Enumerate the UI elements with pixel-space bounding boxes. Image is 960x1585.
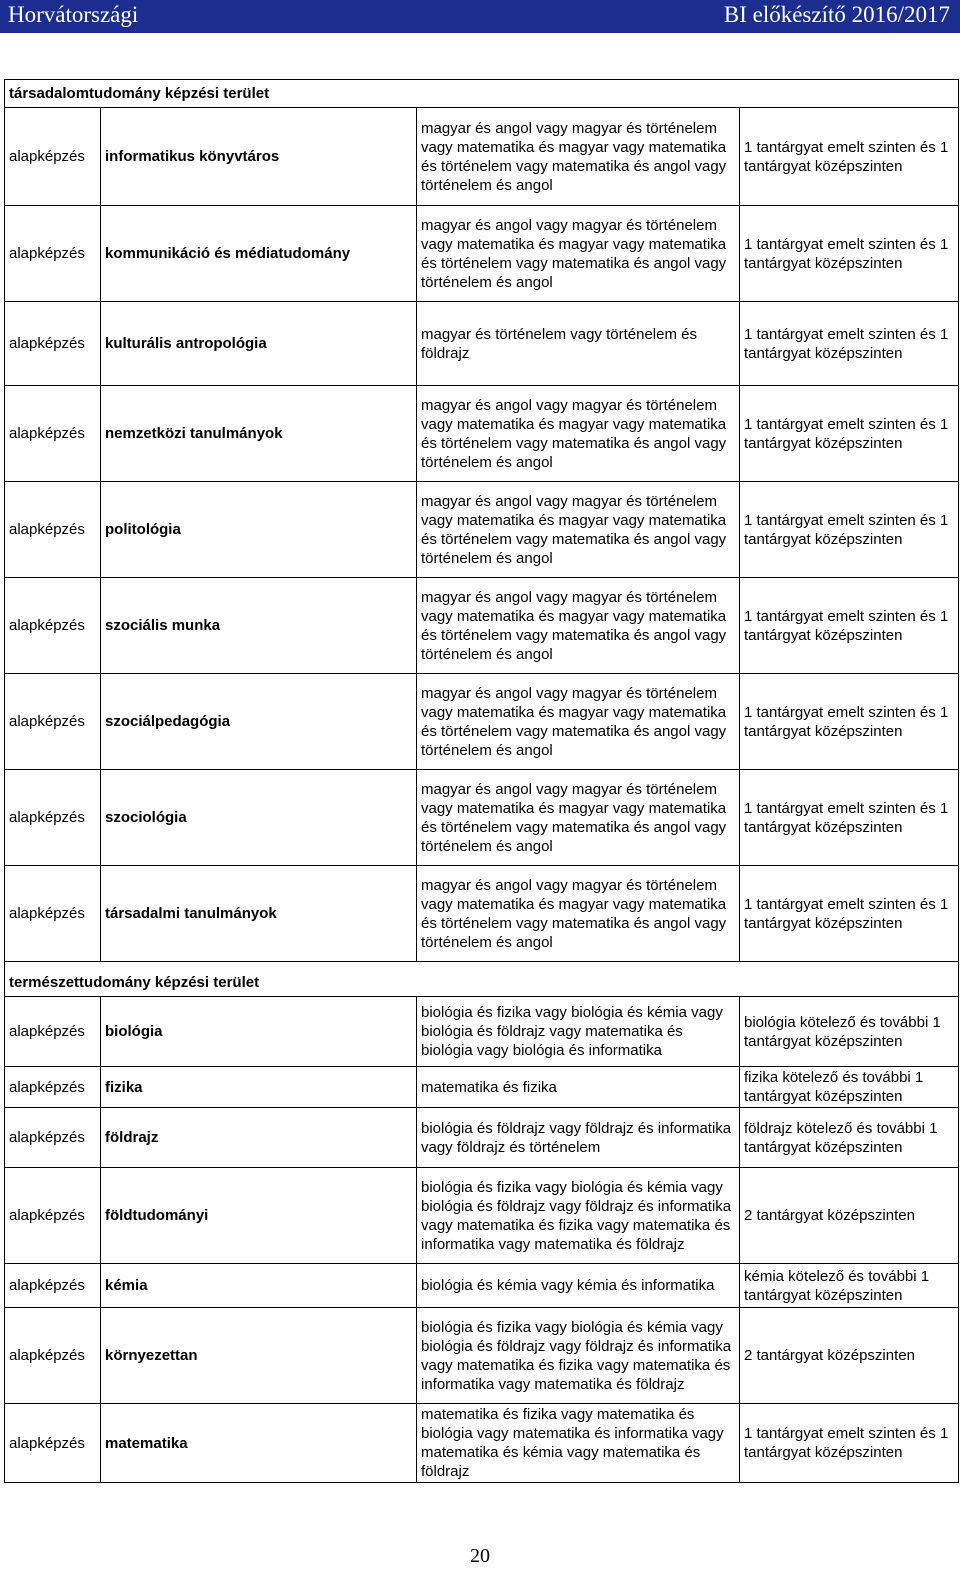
header-right-title: BI előkészítő 2016/2017 <box>723 2 950 27</box>
program-name: földtudományi <box>101 1168 417 1264</box>
program-row <box>5 206 959 302</box>
exam-level: 1 tantárgyat emelt szinten és 1 tantárgyat középszinten <box>740 206 959 302</box>
required-subjects: magyar és angol vagy magyar és történelem vagy matematika és magyar vagy matematika és történelem vagy matematika és angol vagy történelem és angol <box>417 482 740 578</box>
exam-level: 1 tantárgyat emelt szinten és 1 tantárgyat középszinten <box>740 482 959 578</box>
page-number: 20 <box>470 1545 490 1567</box>
program-name: politológia <box>101 482 417 578</box>
program-type: alapképzés <box>5 1264 101 1308</box>
required-subjects: biológia és földrajz vagy földrajz és informatika vagy földrajz és történelem <box>417 1108 740 1168</box>
program-name: környezettan <box>101 1308 417 1404</box>
required-subjects: magyar és angol vagy magyar és történelem vagy matematika és magyar vagy matematika és történelem vagy matematika és angol vagy történelem és angol <box>417 866 740 962</box>
page-header <box>0 0 960 33</box>
required-subjects: biológia és kémia vagy kémia és informatika <box>417 1264 740 1308</box>
exam-level: 2 tantárgyat középszinten <box>740 1308 959 1404</box>
program-row <box>5 997 959 1067</box>
program-type: alapképzés <box>5 674 101 770</box>
program-type: alapképzés <box>5 866 101 962</box>
program-name: informatikus könyvtáros <box>101 108 417 206</box>
required-subjects: biológia és fizika vagy biológia és kémia vagy biológia és földrajz vagy matematika és biológia vagy biológia és informatika <box>417 997 740 1067</box>
exam-level: 1 tantárgyat emelt szinten és 1 tantárgyat középszinten <box>740 866 959 962</box>
program-row <box>5 674 959 770</box>
program-row <box>5 1308 959 1404</box>
required-subjects: magyar és angol vagy magyar és történelem vagy matematika és magyar vagy matematika és történelem vagy matematika és angol vagy történelem és angol <box>417 674 740 770</box>
admission-table-body <box>5 80 959 1483</box>
program-name: kémia <box>101 1264 417 1308</box>
required-subjects: matematika és fizika <box>417 1067 740 1108</box>
program-name: szociológia <box>101 770 417 866</box>
program-row <box>5 108 959 206</box>
program-name: nemzetközi tanulmányok <box>101 386 417 482</box>
exam-level: 1 tantárgyat emelt szinten és 1 tantárgyat középszinten <box>740 386 959 482</box>
required-subjects: biológia és fizika vagy biológia és kémia vagy biológia és földrajz vagy földrajz és informatika vagy matematika és fizika vagy matematika és informatika vagy matematika és földrajz <box>417 1168 740 1264</box>
required-subjects: magyar és angol vagy magyar és történelem vagy matematika és magyar vagy matematika és történelem vagy matematika és angol vagy történelem és angol <box>417 578 740 674</box>
program-type: alapképzés <box>5 578 101 674</box>
exam-level: fizika kötelező és további 1 tantárgyat középszinten <box>740 1067 959 1108</box>
section-header-row <box>5 962 959 997</box>
required-subjects: magyar és angol vagy magyar és történelem vagy matematika és magyar vagy matematika és történelem vagy matematika és angol vagy történelem és angol <box>417 770 740 866</box>
program-name: kulturális antropológia <box>101 302 417 386</box>
program-row <box>5 1264 959 1308</box>
exam-level: 2 tantárgyat középszinten <box>740 1168 959 1264</box>
program-type: alapképzés <box>5 386 101 482</box>
admission-table <box>4 79 959 1483</box>
program-row <box>5 770 959 866</box>
exam-level: 1 tantárgyat emelt szinten és 1 tantárgyat középszinten <box>740 578 959 674</box>
header-left-title: Horvátországi <box>8 2 139 27</box>
exam-level: biológia kötelező és további 1 tantárgyat középszinten <box>740 997 959 1067</box>
program-type: alapképzés <box>5 1308 101 1404</box>
program-name: matematika <box>101 1404 417 1483</box>
program-name: biológia <box>101 997 417 1067</box>
exam-level: 1 tantárgyat emelt szinten és 1 tantárgyat középszinten <box>740 674 959 770</box>
program-name: kommunikáció és médiatudomány <box>101 206 417 302</box>
program-name: fizika <box>101 1067 417 1108</box>
program-type: alapképzés <box>5 1108 101 1168</box>
exam-level: 1 tantárgyat emelt szinten és 1 tantárgyat középszinten <box>740 1404 959 1483</box>
required-subjects: magyar és történelem vagy történelem és földrajz <box>417 302 740 386</box>
program-row <box>5 1067 959 1108</box>
exam-level: 1 tantárgyat emelt szinten és 1 tantárgyat középszinten <box>740 770 959 866</box>
program-name: társadalmi tanulmányok <box>101 866 417 962</box>
program-name: szociális munka <box>101 578 417 674</box>
required-subjects: biológia és fizika vagy biológia és kémia vagy biológia és földrajz vagy földrajz és informatika vagy matematika és fizika vagy matematika és informatika vagy matematika és földrajz <box>417 1308 740 1404</box>
program-type: alapképzés <box>5 482 101 578</box>
program-type: alapképzés <box>5 302 101 386</box>
program-type: alapképzés <box>5 1168 101 1264</box>
program-type: alapképzés <box>5 206 101 302</box>
program-row <box>5 866 959 962</box>
program-row <box>5 578 959 674</box>
section-header-row <box>5 80 959 108</box>
program-row <box>5 482 959 578</box>
program-type: alapképzés <box>5 770 101 866</box>
exam-level: földrajz kötelező és további 1 tantárgyat középszinten <box>740 1108 959 1168</box>
program-type: alapképzés <box>5 1404 101 1483</box>
exam-level: 1 tantárgyat emelt szinten és 1 tantárgyat középszinten <box>740 302 959 386</box>
program-name: szociálpedagógia <box>101 674 417 770</box>
program-row <box>5 1168 959 1264</box>
section-title: természettudomány képzési terület <box>5 962 959 997</box>
program-type: alapképzés <box>5 1067 101 1108</box>
program-name: földrajz <box>101 1108 417 1168</box>
program-row <box>5 1404 959 1483</box>
program-type: alapképzés <box>5 108 101 206</box>
required-subjects: matematika és fizika vagy matematika és biológia vagy matematika és informatika vagy matematika és kémia vagy matematika és földrajz <box>417 1404 740 1483</box>
required-subjects: magyar és angol vagy magyar és történelem vagy matematika és magyar vagy matematika és történelem vagy matematika és angol vagy történelem és angol <box>417 386 740 482</box>
section-title: társadalomtudomány képzési terület <box>5 80 959 108</box>
program-type: alapképzés <box>5 997 101 1067</box>
exam-level: 1 tantárgyat emelt szinten és 1 tantárgyat középszinten <box>740 108 959 206</box>
program-row <box>5 386 959 482</box>
program-row <box>5 1108 959 1168</box>
exam-level: kémia kötelező és további 1 tantárgyat középszinten <box>740 1264 959 1308</box>
required-subjects: magyar és angol vagy magyar és történelem vagy matematika és magyar vagy matematika és történelem vagy matematika és angol vagy történelem és angol <box>417 108 740 206</box>
required-subjects: magyar és angol vagy magyar és történelem vagy matematika és magyar vagy matematika és történelem vagy matematika és angol vagy történelem és angol <box>417 206 740 302</box>
program-row <box>5 302 959 386</box>
